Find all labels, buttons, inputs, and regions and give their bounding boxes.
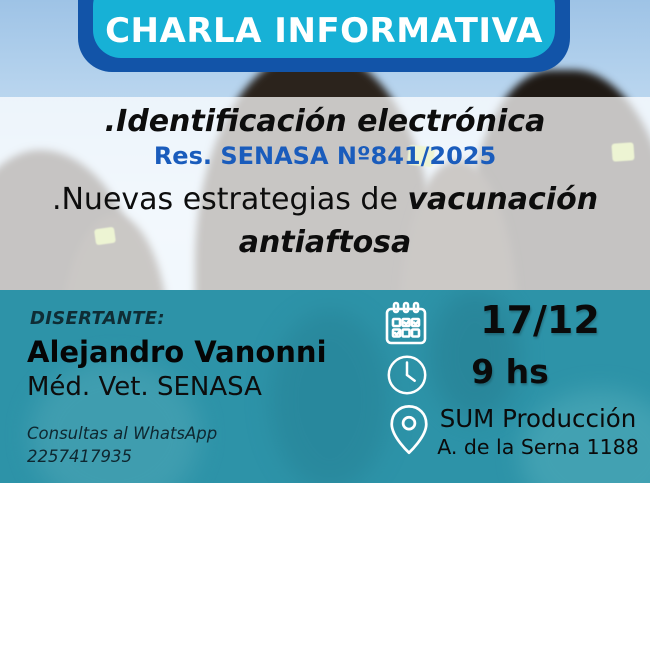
banner-title: CHARLA INFORMATIVA: [105, 11, 543, 51]
footer: [0, 483, 650, 650]
headline-strategies-regular: .Nuevas estrategias de: [51, 182, 408, 217]
speaker-credential: Méd. Vet. SENASA: [27, 372, 262, 402]
whatsapp-line2: 2257417935: [27, 446, 132, 466]
whatsapp-note: [27, 423, 217, 469]
event-address: A. de la Serna 1188: [437, 435, 639, 459]
event-time: 9 hs: [471, 352, 549, 391]
location-pin-icon: [389, 404, 429, 460]
banner: [78, 0, 570, 72]
event-venue: SUM Producción: [439, 404, 637, 433]
clock-icon: [384, 352, 430, 402]
info-band: [0, 290, 650, 483]
headline-band: [0, 97, 650, 290]
event-date: 17/12: [480, 298, 600, 342]
whatsapp-line1: Consultas al WhatsApp: [27, 424, 218, 443]
event-venue-block: [434, 404, 642, 459]
headline-resolution: Res. SENASA Nº841/2025: [153, 142, 497, 170]
headline-strategies: [0, 179, 650, 264]
banner-pill: [93, 0, 555, 58]
calendar-icon: [382, 300, 430, 352]
speaker-label: DISERTANTE:: [30, 308, 165, 329]
headline-strategies-bold: vacunación antiaftosa: [238, 182, 599, 260]
speaker-name: Alejandro Vanonni: [27, 335, 327, 369]
headline-title: .Identificación electrónica: [104, 104, 546, 139]
